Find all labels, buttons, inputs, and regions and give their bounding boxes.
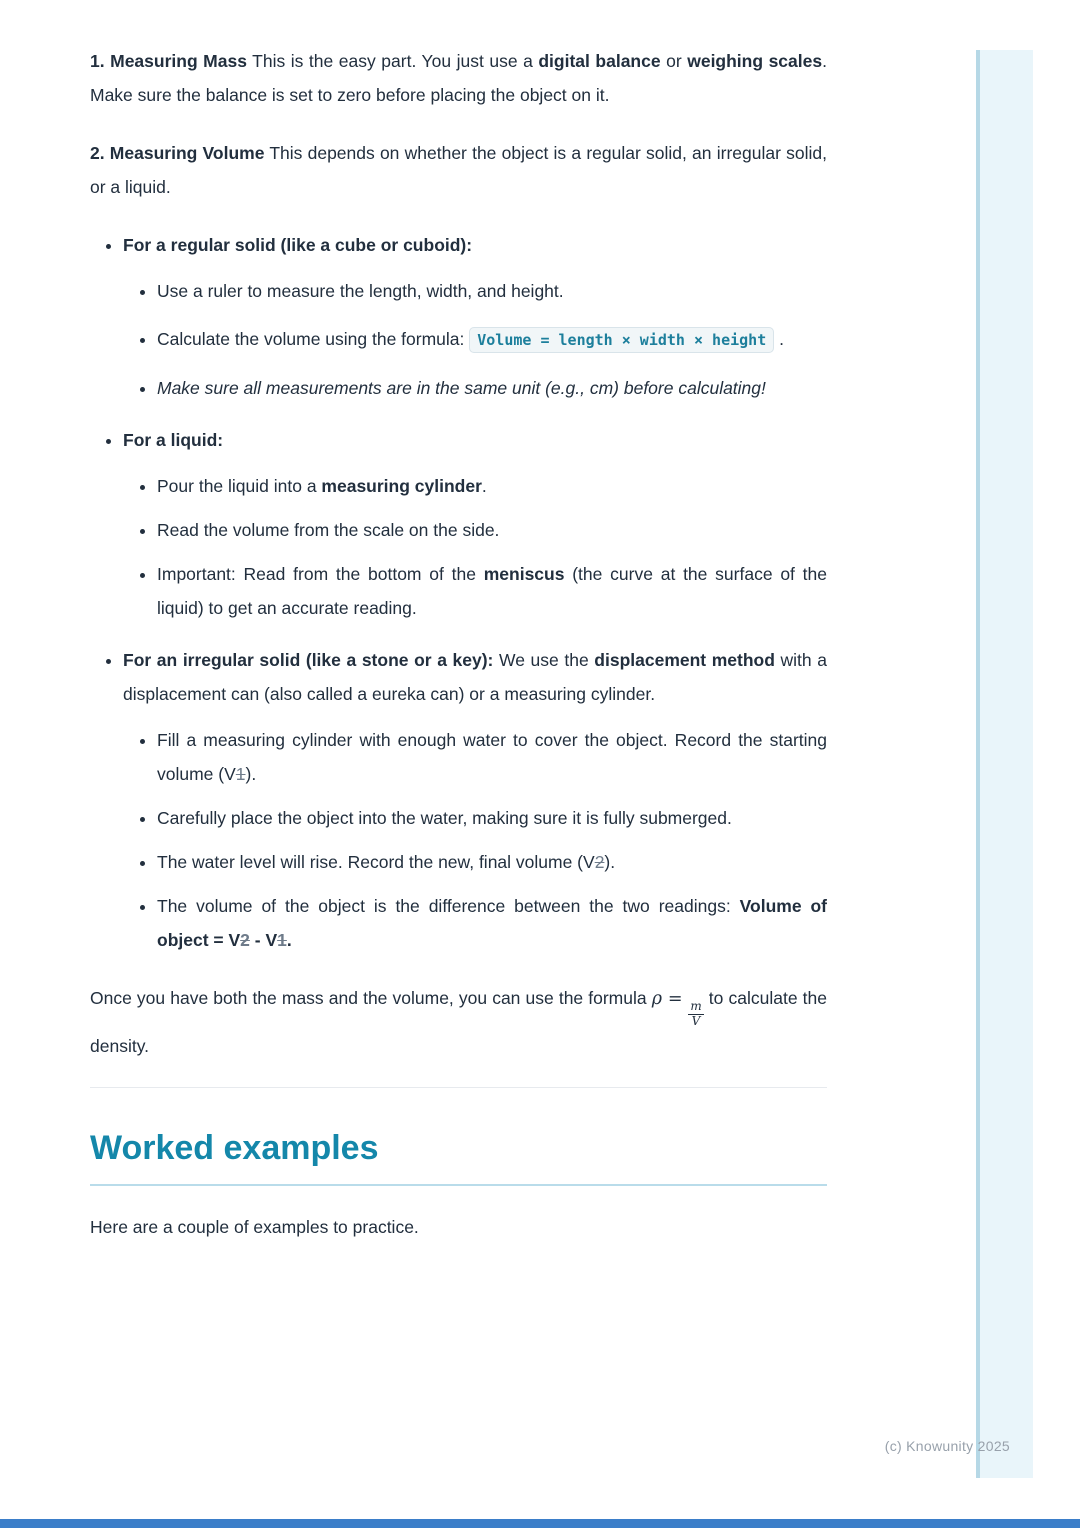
body-text: ). [604,852,616,872]
code-volume-formula: Volume = length × width × height [469,327,774,353]
bold-regular-solid-title: For a regular solid (like a cube or cuboid): [123,235,473,255]
list-item-liquid [123,423,827,625]
copyright-notice: (c) Knowunity 2025 [884,1438,1010,1454]
body-text: Use a ruler to measure the length, width, and height. [157,281,564,301]
strikethrough-subscript-2: 2 [594,852,605,872]
body-text: ). [245,764,257,784]
sublist-regular-solid [123,274,827,405]
list-item-use-ruler [157,274,827,308]
document-content [90,44,827,1268]
body-text: or [660,51,688,71]
list-item-pour-liquid [157,469,827,503]
bold-liquid-title: For a liquid: [123,430,224,450]
sublist-irregular-solid [123,723,827,957]
density-formula [651,989,704,1028]
paragraph-density-formula [90,981,827,1063]
list-item-irregular-solid [123,643,827,957]
section-divider [90,1087,827,1088]
body-text: The water level will rise. Record the new, final volume (V [157,852,595,872]
list-item-same-unit-note [157,371,827,405]
italic-unit-warning: Make sure all measurements are in the same unit (e.g., cm) before calculating! [157,378,766,398]
fraction-denominator: V [691,1013,701,1028]
list-item-water-rise [157,845,827,879]
list-item-meniscus [157,557,827,625]
bold-weighing-scales: weighing scales [687,51,823,71]
bold-minus-v: - V [249,930,278,950]
paragraph-measuring-volume [90,136,827,204]
list-item-regular-solid [123,228,827,405]
fraction-m-over-v [688,1000,703,1029]
bold-measuring-cylinder: measuring cylinder [321,476,482,496]
list-item-place-object [157,801,827,835]
bold-meniscus: meniscus [483,564,565,584]
list-item-read-volume [157,513,827,547]
body-text: Once you have both the mass and the volume, you can use the formula [90,988,652,1008]
strikethrough-subscript-1: 1 [235,764,246,784]
bold-displacement-method: displacement method [594,650,775,670]
body-text: Calculate the volume using the formula: [157,329,470,349]
bottom-accent-bar [0,1519,1080,1528]
equals-sign: = [667,989,683,1009]
body-text: This is the easy part. You just use a [246,51,539,71]
fraction-numerator: m [690,999,702,1013]
bold-irregular-solid-title: For an irregular solid (like a stone or a key): [123,650,494,670]
list-item-volume-formula [157,318,827,361]
body-text: This depends on whether the object is a regular solid, an irregular solid, or a liquid. [90,143,827,197]
body-text: (the curve at the surface of the liquid) to get an accurate reading. [157,564,828,618]
body-text: Important: Read from the bottom of the [157,564,484,584]
paragraph-measuring-mass [90,44,827,112]
list-item-volume-difference [157,889,827,957]
bold-digital-balance: digital balance [538,51,661,71]
body-text: Read the volume from the scale on the side. [157,520,500,540]
bold-lead-measuring-mass: 1. Measuring Mass [90,51,247,71]
rho-symbol: ρ [651,989,663,1009]
body-text: . [774,329,784,349]
body-text: to calculate the density. [90,988,827,1056]
page-scrollbar[interactable] [976,50,1033,1478]
list-measurement-methods [90,228,827,957]
bold-strikethrough-subscript-1: 1 [277,930,287,950]
body-text: The volume of the object is the difference between the two readings: [157,896,740,916]
body-text: with a displacement can (also called a eureka can) or a measuring cylinder. [123,650,827,704]
list-item-fill-cylinder [157,723,827,791]
body-text: We use the [493,650,595,670]
bold-lead-measuring-volume: 2. Measuring Volume [90,143,265,163]
body-text: Fill a measuring cylinder with enough water to cover the object. Record the starting volume (V [157,730,827,784]
bold-period: . [286,930,292,950]
bold-strikethrough-subscript-2: 2 [240,930,250,950]
bold-volume-of-object: Volume of object = V [157,896,828,950]
sublist-liquid [123,469,827,625]
paragraph-examples-intro: Here are a couple of examples to practice. [90,1217,419,1238]
section-heading-worked-examples: Worked examples [90,1128,827,1187]
body-text: Carefully place the object into the water, making sure it is fully submerged. [157,808,732,828]
body-text: . [481,476,487,496]
body-text: . Make sure the balance is set to zero before placing the object on it. [90,51,827,105]
body-text: Pour the liquid into a [157,476,322,496]
